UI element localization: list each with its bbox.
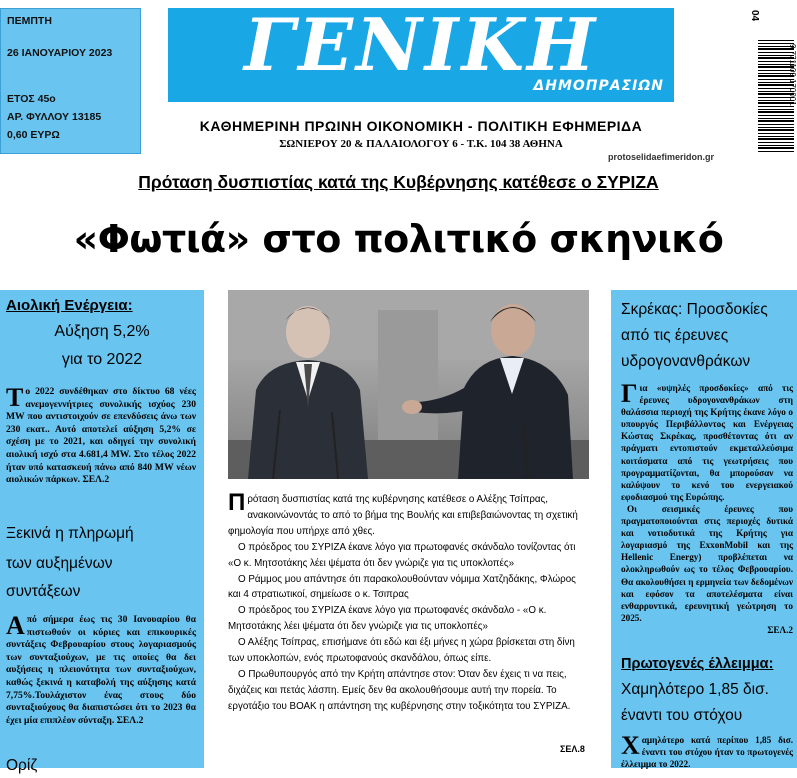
lead-paragraph-1: ρόταση δυσπιστίας κατά της κυβέρνησης κατέθεσε ο Αλέξης Τσίπρας, ανακοινώνοντάς το από το βήμα της Βουλής και επιβεβαιώνοντας τη σχετική φημολογία που υπήρχε από χθες. [228, 494, 578, 537]
issue-info-box [0, 8, 141, 154]
wind-energy-title-2: για το 2022 [61, 351, 143, 368]
wind-energy-dropcap: Τ [6, 383, 24, 412]
right-column [611, 290, 797, 768]
skrekas-text-2: Οι σεισμικές έρευνες που πραγματοποιούνται στις περιοχές δυτικά και νοτιοδυτικά της Κρήτης για λογαριασμό της ExxonMobil και της Hellenic Energy) προβλέπεται να ολοκληρωθούν ως το τέλος Φεβρουαρίου. Θα ακολουθήσει η ερμηνεία των δεδομένων και εφόσον τα αποτελέσματα είναι ενθαρρυντικά, ερευνητική γεώτρηση το 2025. [621, 503, 793, 623]
skrekas-title-3: υδρογονανθράκων [621, 353, 751, 370]
wind-energy-text: ο 2022 συνδέθηκαν στο δίκτυο 68 νέες ανεμογεννήτριες συνολικής ισχύος 230 MW που αντιστοιχούν σε επενδύσεις άνω των 230 εκατ.. Αυτό αποτελεί αύξηση 5,2% σε σχέση με το 2021, και οδηγεί την συνολική αιολική ισχύ στα 4.681,4 MW. Στο τέλος 2022 ήταν υπό κατασκευή πάνω από 840 MW νέων αιολικών πάρκων. [6, 386, 196, 486]
lead-dropcap: Π [228, 489, 246, 516]
pensions-title-2: των αυξημένων [6, 555, 113, 572]
lead-paragraph-2: Ο πρόεδρος του ΣΥΡΙΖΑ έκανε λόγο για πρωτοφανές σκάνδαλο τονίζοντας ότι «Ο κ. Μητσοτάκης λέει ψέματα ότι δεν γνώριζε για τις υποκλοπές» [228, 541, 576, 569]
lead-article-body [228, 489, 586, 715]
lead-paragraph-3: Ο Ράμμος μου απάντησε ότι παρακολουθούνταν νόμιμα Χατζηδάκης, Φλώρος και 4 στρατιωτικοί, σημείωσε ο κ. Τσιπρας [228, 573, 576, 601]
skrekas-title-2: από τις έρευνες [621, 327, 729, 344]
front-headline: «Φωτιά» στο πολιτικό σκηνικό [73, 217, 724, 261]
deficit-text: αμηλότερο κατά περίπου 1,85 δισ. έναντι του στόχου ήταν το πρωτογενές έλλειμμα το 2022. [621, 735, 793, 770]
lead-paragraph-6: Ο Πρωθυπουργός από την Κρήτη απάντησε στον: Όταν δεν έχεις τι να πεις, διχάζεις και πετάς λάσπη. Εμείς δεν θα ακολουθήσουμε αυτή την πορεία. Το εργοτάξιο του ΒΟΑΚ η απάντηση της κυβέρνησης στην τοξικότητα του ΣΥΡΙΖΑ. [228, 668, 571, 712]
front-subhead-text: Πρόταση δυσπιστίας κατά της Κυβέρνησης κατέθεσε ο ΣΥΡΙΖΑ [138, 172, 659, 192]
newspaper-tagline: ΚΑΘΗΜΕΡΙΝΗ ΠΡΩΙΝΗ ΟΙΚΟΝΟΜΙΚΗ - ΠΟΛΙΤΙΚΗ ΕΦΗΜΕΡΙΔΑ [199, 118, 643, 134]
deficit-body [621, 731, 793, 770]
skrekas-text-1: ια «υψηλές προσδοκίες» από τις έρευνες υδρογονανθράκων στη θαλάσσια περιοχή της Κρήτης έκανε λόγο ο υπουργός Περιβάλλοντος και Ενέργειας Κώστας Σκρέκας, προσθέτοντας ότι αν πράγματι εντοπιστούν εκμεταλλεύσιμα κοιτάσματα από τις γεωτρήσεις που προγραμματίζονται, θα μπορούσαν να καλύψουν το κενό του ενεργειακού εφοδιασμού της Ευρώπης. [621, 383, 793, 502]
issue-number: ΑΡ. ΦΥΛΛΟΥ 13185 [7, 111, 102, 123]
deficit-title-1: Χαμηλότερο 1,85 δισ. [621, 681, 769, 698]
pensions-body [6, 611, 196, 727]
next-article-title-partial: Ορίζ [6, 757, 38, 774]
issue-date: 26 ΙΑΝΟΥΑΡΙΟΥ 2023 [7, 47, 113, 59]
front-photo [228, 290, 589, 479]
parliament-photo-illustration [228, 290, 589, 479]
wind-energy-ref: ΣΕΛ.2 [82, 474, 110, 486]
pensions-title-3: συντάξεων [6, 583, 81, 600]
lead-paragraph-5: Ο Αλέξης Τσίπρας, επισήμανε ότι εδώ και έξι μήνες η χώρα βρίσκεται στη δίνη των υποκλοπών, ενός πρωτοφανούς σκανδάλου, όπως είπε. [228, 637, 575, 665]
pensions-text: πό σήμερα έως τις 30 Ιανουαρίου θα πιστωθούν οι κύριες και επικουρικές συντάξεις Φεβρουαρίου στους λογαριασμούς των συνταξιούχων, με τις οποίες θα δει αυξήσεις η πλειονότητα των συνταξιούχων, καθώς ξεκινά η καταβολή της αύξησης κατά 7,75%.Τουλάχιστον ένας στους δύο συνταξιούχους θα διαπιστώσει ότι το 2023 θα έχει μία επιπλέον σύνταξη. [6, 614, 196, 726]
issue-price: 0,60 ΕΥΡΩ [7, 129, 60, 141]
skrekas-ref: ΣΕΛ.2 [767, 624, 793, 635]
barcode-number: 9 771109 170001 [788, 44, 797, 106]
masthead [168, 8, 674, 102]
wind-energy-kicker: Αιολική Ενέργεια: [6, 297, 133, 314]
corner-code: 04 [749, 10, 760, 22]
issue-day: ΠΕΜΠΤΗ [7, 15, 52, 27]
wind-energy-body [6, 383, 196, 487]
deficit-dropcap: Χ [621, 731, 640, 760]
front-subhead [0, 172, 797, 193]
lead-ref: ΣΕΛ.8 [560, 744, 585, 754]
newspaper-title: ΓΕΝΙΚΗ [243, 8, 599, 87]
newspaper-address: ΣΩΝΙΕΡΟΥ 20 & ΠΑΛΑΙΟΛΟΓΟΥ 6 - Τ.Κ. 104 38 ΑΘΗΝΑ [279, 138, 563, 150]
deficit-kicker: Πρωτογενές έλλειμμα: [621, 656, 774, 672]
lead-paragraph-4: Ο πρόεδρος του ΣΥΡΙΖΑ έκανε λόγο για πρωτοφανές σκάνδαλο - «Ο κ. Μητσοτάκης λέει ψέματα ότι δεν γνώριζε για τις υποκλοπές» [228, 605, 547, 633]
source-website: protoselidaefimeridon.gr [608, 152, 715, 162]
pensions-dropcap: Α [6, 611, 25, 640]
skrekas-title-1: Σκρέκας: Προσδοκίες [621, 301, 768, 318]
skrekas-dropcap: Γ [621, 379, 638, 408]
left-column [0, 290, 204, 774]
wind-energy-title-1: Αύξηση 5,2% [54, 323, 150, 340]
deficit-title-2: έναντι του στόχου [621, 707, 743, 724]
issue-year: ΕΤΟΣ 45ο [7, 93, 56, 105]
pensions-ref: ΣΕΛ.2 [116, 714, 144, 726]
pensions-title-1: Ξεκινά η πληρωμή [6, 525, 134, 542]
newspaper-subtitle: ΔΗΜΟΠΡΑΣΙΩΝ [533, 78, 664, 94]
skrekas-body [621, 379, 793, 636]
